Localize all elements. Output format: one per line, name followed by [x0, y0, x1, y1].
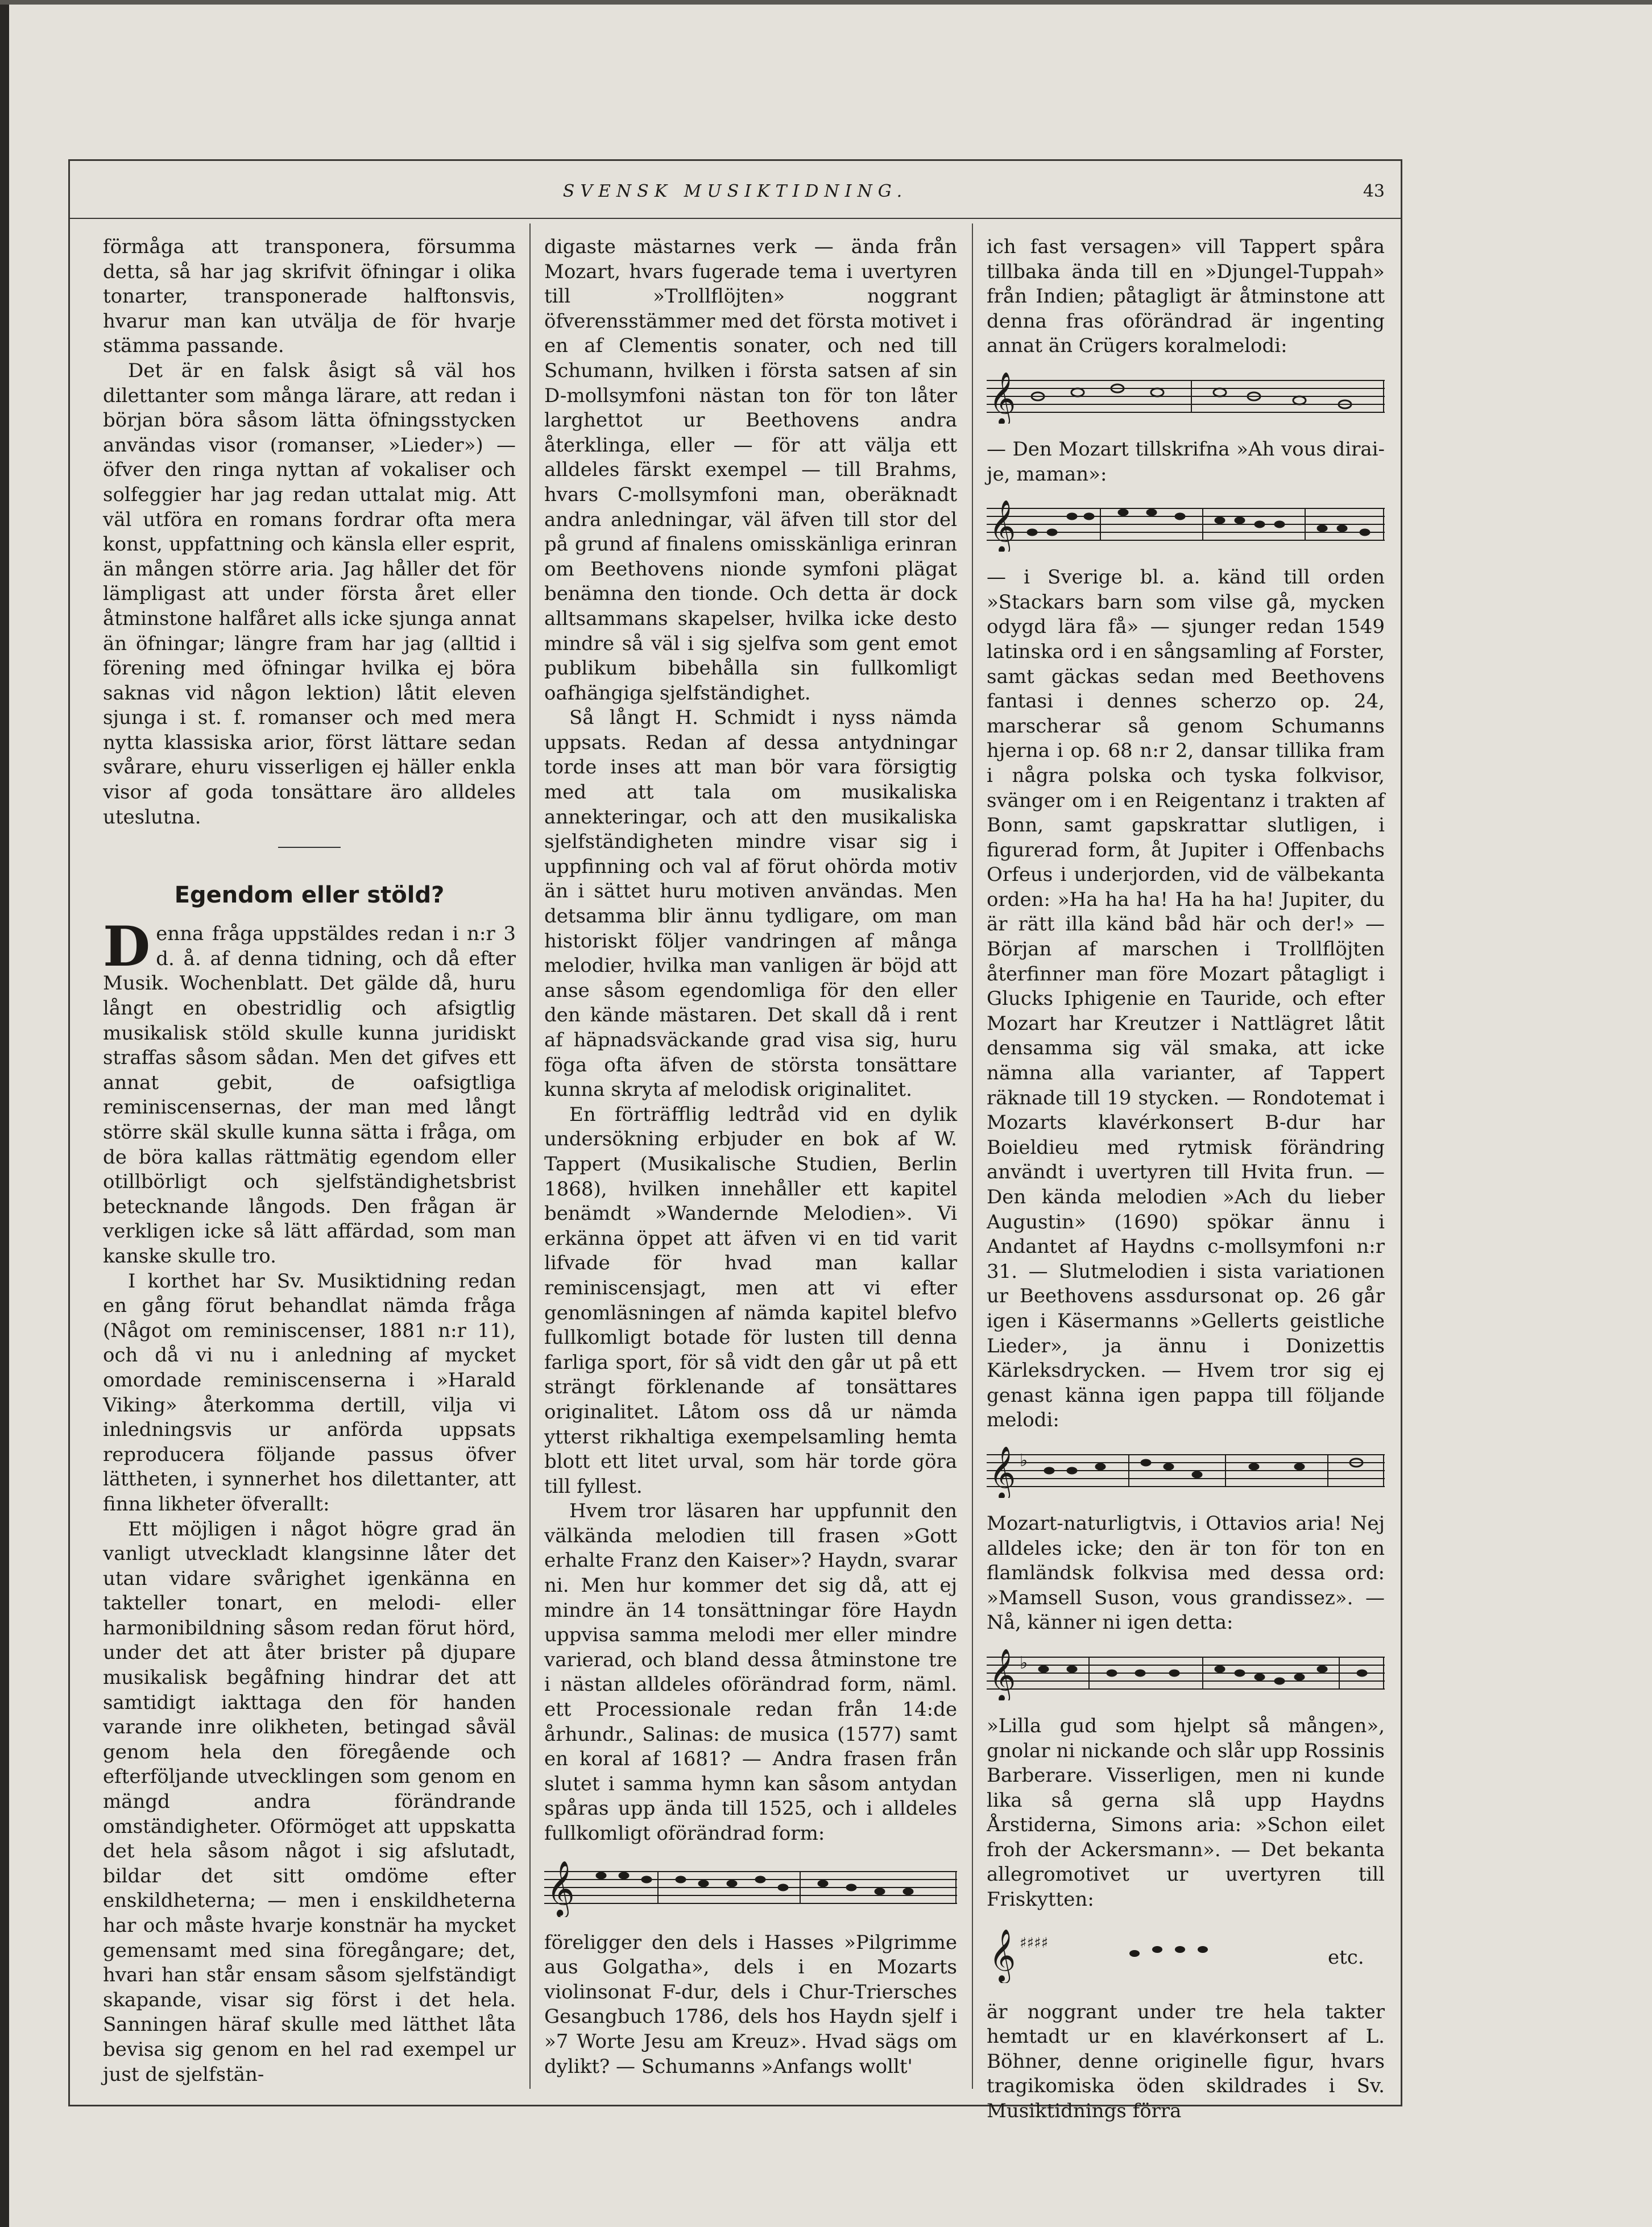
music-example-ottavio-aria [987, 1441, 1385, 1498]
music-example-barberare [987, 1644, 1385, 1700]
section-separator [103, 830, 516, 849]
svg-text:𝄞: 𝄞 [989, 1648, 1016, 1700]
paragraph: är noggrant under tre hela takter hemtadt ur en klavérkonsert af L. Böhner, denne originelle figur, hvars tragikomiska öden skildrades i Sv. Musiktidnings förra [987, 2000, 1385, 2123]
column-2 [544, 235, 957, 2079]
column-rule-1 [529, 223, 531, 2089]
journal-title: SVENSK MUSIKTIDNING. [562, 181, 908, 201]
column-rule-2 [972, 223, 973, 2089]
article-heading: Egendom eller stöld? [174, 882, 445, 909]
svg-text:𝄞: 𝄞 [989, 371, 1016, 424]
paragraph: En förträfflig ledtråd vid en dylik undersökning erbjuder en bok af W. Tappert (Musikalische Studien, Berlin 1868), hvilken innehåller ett kapitel benämdt »Wandernde Melodien». Vi erkänna öppet att äfven vi en tid varit lifvade för hvad man kallar reminiscensjagt, men att vi efter genomläsningen af nämda kapitel blefvo fullkomligt botade för lusten till denna farliga sport, för så vidt den går ut på ett strängt förklenande af tonsättares originalitet. Låtom oss då ur nämda ytterst rikhaltiga exempelsamling hemta blott ett litet urval, som här torde göra till fyllest. [544, 1103, 957, 1498]
paragraph: — Den Mozart tillskrifna »Ah vous dirai-je, maman»: [987, 437, 1385, 486]
column-3 [987, 235, 1385, 2124]
paragraph: digaste mästarnes verk — ända från Mozart, hvars fugerade tema i uvertyren till »Trollflöjten» noggrant öfverensstämmer med det första motivet i en af Clementis sonater, och ned till Schumann, hvilken i första satsen af sin D-mollsymfoni nästan ton för ton låter larghettot ur Beethovens andra återklinga, eller — för att välja ett alldeles färskt exempel — till Brahms, hvars C-mollsymfoni man, oberäknadt andra anledningar, väl äfven till stor del på grund af finalens omisskänliga erinran om Beethovens nionde symfoni plägat benämna den tionde. Och detta är dock alltsammans skapelser, hvilka icke desto mindre så väl i sig sjelfva som gent emot publikum bibehålla sin fullkomligt oafhängiga sjelfständighet. [544, 235, 957, 705]
etc-label: etc. [1328, 1945, 1364, 1969]
svg-text:♯♯♯♯: ♯♯♯♯ [1020, 1934, 1049, 1952]
paragraph: — i Sverige bl. a. känd till orden »Stackars barn som vilse gå, mycken odygd lära få» — sjunger redan 1549 latinska ord i en sångsamling af Forster, samt gäckas sedan med Beethovens fantasi i dennes scherzo op. 24, marscherar så genom Schumanns hjerna i op. 68 n:r 2, dansar tillika fram i några polska och tyska folkvisor, svänger om i en Reigentanz i trakten af Bonn, samt gapskrattar slutligen, i figurerad form, åt Jupiter i Offenbachs Orfeus i underjorden, vid de välbekanta orden: »Ha ha ha! Ha ha ha! Jupiter, du är rätt illa känd båd här och der!» — Början af marschen i Trollflöjten återfinner man före Mozart påtagligt i Glucks Iphigenie en Tauride, och efter Mozart har Kreutzer i Nattlägret låtit densamma sig väl smaka, att icke nämna alla varianter, af Tappert räknade till 19 stycken. — Rondotemat i Mozarts klavérkonsert B-dur har Boieldieu med rytmisk förändring användt i uvertyren till Hvita frun. — Den kända melodien »Ach du lieber Augustin» (1690) spökar ännu i Andantet af Haydns c-mollsymfoni n:r 31. — Slutmelodien i sista variationen ur Beethovens assdursonat op. 26 går igen i Käsermanns »Gellerts geistliche Lieder», ja ännu i Donizettis Kärleksdrycken. — Hvem tror sig ej genast känna igen pappa till följande melodi: [987, 566, 1385, 1432]
paragraph: ich fast versagen» vill Tappert spåra tillbaka ända till en »Djungel-Tuppah» från Indien; påtagligt är åtminstone att denna fras oförändrad är ingenting annat än Crügers koralmelodi: [987, 235, 1385, 358]
paragraph-text: enna fråga uppstäldes redan i n:r 3 d. å. af denna tidning, och då efter Musik. Wochenblatt. Det gälde då, huru långt en obestridlig och afsigtlig musikalisk stöld skulle kunna juridiskt straffas såsom sådan. Men det gifves ett annat gebit, de oafsigtliga reminiscensernas, der man med långt större skäl skulle kunna sätta i fråga, om de böra kallas rättmätig egendom eller otillbörligt och sjelfständighetsbrist betecknande långods. Den frågan är verkligen icke så lätt affärdad, som man kanske skulle tro. [103, 922, 516, 1268]
svg-text:♭: ♭ [1020, 1450, 1028, 1471]
page-number: 43 [1363, 181, 1385, 201]
svg-text:𝄞: 𝄞 [989, 1928, 1016, 1981]
paragraph: Så långt H. Schmidt i nyss nämda uppsats. Redan af dessa antydningar torde inses att man bör vara försigtig med att tala om musikaliska annekteringar, och att den musikaliska sjelfständigheten mindre visar sig i uppfinning och val af förut ohörda motiv än i sättet huru motiven användas. Men detsamma blir ännu tydligare, om man historiskt följer vandringen af många melodier, hvilka man vanligen är böjd att anse såsom egendomliga för den eller den kände mästaren. Det skall då i rent af häpnadsväckande grad visa sig, huru föga ofta äfven de största tonsättare kunna skryta af melodisk originalitet. [544, 706, 957, 1102]
page-frame [68, 159, 1402, 2123]
paragraph: Hvem tror läsaren har uppfunnit den välkända melodien till frasen »Gott erhalte Franz den Kaiser»? Haydn, svarar ni. Men hur kommer det sig då, att ej mindre än 14 tonsättningar före Haydn uppvisa samma melodi mer eller mindre varierad, och bland dessa åtminstone tre i nästan alldeles oförändrad form, näml. ett Processionale redan från 14:de århundr., Salinas: de musica (1577) samt en koral af 1681? — Andra frasen från slutet i samma hymn kan såsom antydan spåras upp ända till 1525, och i alldeles fullkomligt oförändrad form: [544, 1500, 957, 1845]
drop-cap: D [103, 914, 151, 979]
music-example-crueger-chorale [987, 367, 1385, 424]
header-rule [70, 218, 1401, 219]
page-top-edge [0, 0, 1652, 5]
paragraph: »Lilla gud som hjelpt så mången», gnolar ni nickande och slår upp Rossinis Barberare. Visserligen, men ni kunde lika så gerna slå upp Haydns Årstiderna, Simons aria: »Schon eilet froh der Ackersmann». — Det bekanta allegromotivet ur uvertyren till Friskytten: [987, 1714, 1385, 1911]
music-example-friskytten [987, 1920, 1305, 1983]
music-example-ah-vous-dirai-je [987, 495, 1385, 552]
running-header [70, 161, 1401, 218]
paragraph-with-dropcap [103, 914, 516, 1269]
paragraph: föreligger den dels i Hasses »Pilgrimme aus Golgatha», dels i en Mozarts violinsonat F-dur, dels i Chur-Triersches Gesangbuch 1786, dels hos Haydn sjelf i »7 Worte Jesu am Kreuz». Hvad sägs om dylikt? — Schumanns »Anfangs wollt' [544, 1931, 957, 2078]
paragraph: Mozart-naturligtvis, i Ottavios aria! Nej alldeles icke; den är ton för ton en flamländsk folkvisa med dessa ord: »Mamsell Suson, vous grandissez». — Nå, känner ni igen detta: [987, 1512, 1385, 1634]
music-example-hymn [544, 1855, 957, 1917]
column-1 [103, 235, 516, 2087]
paragraph: förmåga att transponera, försumma detta, så har jag skrifvit öfningar i olika tonarter, transponerade halftonsvis, hvarur man kan utvälja de för hvarje stämma passande. [103, 235, 516, 358]
svg-text:♭: ♭ [1020, 1653, 1028, 1673]
music-example-friskytten-row [987, 1920, 1385, 1989]
paragraph: Ett möjligen i något högre grad än vanligt utveckladt klangsinne låter det utan vidare svårighet igenkänna en takteller tonart, en melodi- eller harmonibildning såsom redan förut hörd, under det att åter brister på djupare musikalisk begåfning hindrar det att samtidigt iakttaga den för handen varande inre olikheten, betingad såväl genom hela den föregående och efterföljande utvecklingen som genom en mängd andra förändrande omständigheter. Oförmöget att uppskatta det hela såsom något i sig afslutadt, bildar det sitt omdöme efter enskildheterna; — men i enskildheterna har och måste hvarje konstnär ha mycket gemensamt med sina föregångare; det, hvari han står ensam såsom sjelfständigt skapande, visar sig först i det hela. Sanningen häraf skulle med lätthet låta bevisa sig genom en hel rad exempel ur just de sjelfstän- [103, 1517, 516, 2086]
page-spine-edge [0, 0, 9, 2227]
svg-text:𝄞: 𝄞 [989, 1445, 1016, 1498]
svg-text:𝄞: 𝄞 [546, 1860, 575, 1916]
svg-text:𝄞: 𝄞 [989, 499, 1016, 552]
paragraph: Det är en falsk åsigt så väl hos dilettanter som många lärare, att redan i början böra såsom lätta öfningsstycken användas visor (romanser, »Lieder») — öfver den ringa nyttan af vokaliser och solfeggier har jag redan uttalat mig. Att väl utföra en romans fordrar ofta mera konst, uppfattning och känsla eller esprit, än mången större aria. Jag håller det för lämpligast att under första året eller åtminstone halfåret alls icke sjunga annat än öfningar; längre fram har jag (alltid i förening med öfningar hvilka ej böra saknas vid någon lektion) låtit eleven sjunga i st. f. romanser och med mera nytta klassiska arior, först lättare sedan svårare, ehuru visserligen ej häller enkla visor af goda tonsättare äro alldeles uteslutna. [103, 359, 516, 829]
paragraph: I korthet har Sv. Musiktidning redan en gång förut behandlat nämda fråga (Något om reminiscenser, 1881 n:r 11), och då vi nu i anledning af mycket omordade reminiscenserna i »Harald Viking» återkomma dertill, vilja vi inledningsvis ur anförda uppsats reproducera följande passus öfver lättheten, i synnerhet hos dilettanter, att finna likheter öfverallt: [103, 1269, 516, 1516]
